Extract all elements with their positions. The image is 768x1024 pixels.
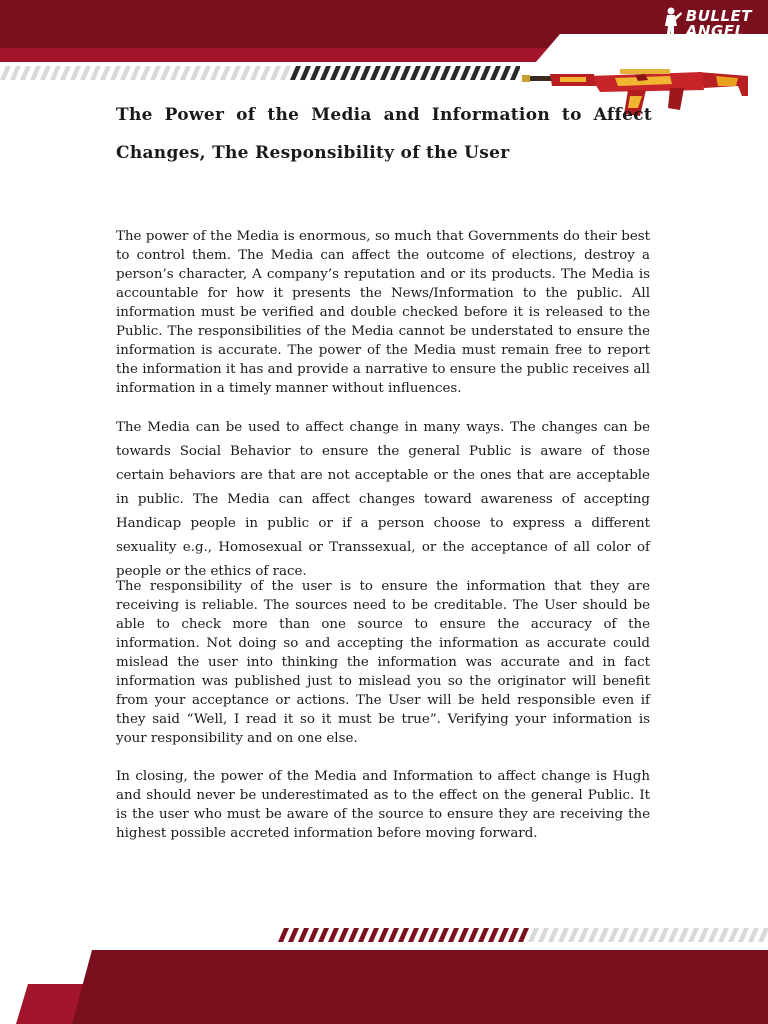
bottom-stripe-pattern bbox=[278, 928, 768, 942]
stripe bbox=[170, 66, 181, 80]
paragraph-1: The power of the Media is enormous, so much that Governments do their best to control them. The Media can affect the outcome of elections, destroy a person’s character, A company’s reputation and or its products. The Media is accountable for how it presents the News/Information to the public. All information must be verified and double checked before it is released to the Public. The responsibilities of the Media cannot be understated to ensure the information is accurate. The power of the Media must remain free to report the information it has and provide a narrative to ensure the public receives all information in a timely manner without influences. bbox=[116, 229, 650, 396]
logo-word-angel: ANGEL bbox=[685, 22, 745, 40]
stripe bbox=[120, 66, 131, 80]
stripe bbox=[160, 66, 171, 80]
stripe bbox=[110, 66, 121, 80]
stripe bbox=[300, 66, 311, 80]
stripe bbox=[578, 928, 589, 942]
stripe bbox=[468, 928, 479, 942]
stripe bbox=[440, 66, 451, 80]
stripe bbox=[348, 928, 359, 942]
stripe bbox=[538, 928, 549, 942]
stripe bbox=[250, 66, 261, 80]
stripe bbox=[528, 928, 539, 942]
stripe bbox=[390, 66, 401, 80]
stripe bbox=[100, 66, 111, 80]
stripe bbox=[448, 928, 459, 942]
stripe bbox=[418, 928, 429, 942]
stripe bbox=[728, 928, 739, 942]
stripe bbox=[200, 66, 211, 80]
stripe bbox=[130, 66, 141, 80]
stripe bbox=[240, 66, 251, 80]
stripe bbox=[400, 66, 411, 80]
stripe bbox=[510, 66, 520, 80]
stripe bbox=[430, 66, 441, 80]
stripe bbox=[30, 66, 41, 80]
stripe bbox=[70, 66, 81, 80]
stripe bbox=[308, 928, 319, 942]
stripe bbox=[608, 928, 619, 942]
document-title: The Power of the Media and Information to Affect Changes, The Responsibility of the User bbox=[116, 105, 652, 163]
stripe bbox=[280, 66, 291, 80]
stripe bbox=[450, 66, 461, 80]
stripe bbox=[368, 928, 379, 942]
stripe bbox=[410, 66, 421, 80]
stripe bbox=[380, 66, 391, 80]
stripe bbox=[678, 928, 689, 942]
paragraph-3: The responsibility of the user is to ensure the information that they are receiving is reliable. The sources need to be creditable. The User should be able to check more than one source to ensure the accuracy of the information. Not doing so and accepting the information as accurate could mislead the user into thinking the information was accurate and in fact information was published just to mislead you so the originator will benefit from your acceptance or actions. The User will be held responsible even if they said “Well, I read it so it must be true”. Verifying your information is your responsibility and on one else. bbox=[116, 579, 650, 746]
stripe bbox=[558, 928, 569, 942]
stripe bbox=[518, 928, 529, 942]
stripe bbox=[260, 66, 271, 80]
stripe bbox=[330, 66, 341, 80]
stripe bbox=[388, 928, 399, 942]
stripe bbox=[488, 928, 499, 942]
stripe bbox=[648, 928, 659, 942]
stripe bbox=[498, 928, 509, 942]
stripe bbox=[320, 66, 331, 80]
stripe bbox=[220, 66, 231, 80]
stripe bbox=[398, 928, 409, 942]
stripe bbox=[318, 928, 329, 942]
stripe bbox=[420, 66, 431, 80]
stripe bbox=[298, 928, 309, 942]
stripe bbox=[698, 928, 709, 942]
stripe bbox=[628, 928, 639, 942]
stripe bbox=[708, 928, 719, 942]
stripe bbox=[758, 928, 768, 942]
stripe bbox=[688, 928, 699, 942]
stripe bbox=[658, 928, 669, 942]
logo bbox=[660, 6, 752, 42]
stripe bbox=[150, 66, 161, 80]
stripe bbox=[190, 66, 201, 80]
stripe bbox=[328, 928, 339, 942]
stripe bbox=[230, 66, 241, 80]
stripe bbox=[668, 928, 679, 942]
stripe bbox=[210, 66, 221, 80]
stripe bbox=[338, 928, 349, 942]
stripe bbox=[738, 928, 749, 942]
stripe bbox=[438, 928, 449, 942]
stripe bbox=[288, 928, 299, 942]
stripe bbox=[360, 66, 371, 80]
stripe bbox=[480, 66, 491, 80]
stripe bbox=[140, 66, 151, 80]
stripe bbox=[0, 66, 11, 80]
stripe bbox=[270, 66, 281, 80]
footer-bar bbox=[0, 946, 768, 1024]
paragraph-2: The Media can be used to affect change in many ways. The changes can be towards Social Behavior to ensure the general Public is aware of those certain behaviors are that are not acceptable or the ones that are acceptable in public. The Media can affect changes toward awareness of accepting Handicap people in public or if a person choose to express a different sexuality e.g., Homosexual or Transsexual, or the acceptance of all color of people or the ethics of race. bbox=[116, 420, 650, 579]
stripe bbox=[408, 928, 419, 942]
stripe bbox=[638, 928, 649, 942]
stripe bbox=[40, 66, 51, 80]
stripe bbox=[340, 66, 351, 80]
stripe bbox=[80, 66, 91, 80]
stripe bbox=[310, 66, 321, 80]
header-bar bbox=[0, 0, 768, 62]
stripe bbox=[350, 66, 361, 80]
stripe bbox=[378, 928, 389, 942]
stripe bbox=[490, 66, 501, 80]
stripe bbox=[478, 928, 489, 942]
stripe bbox=[428, 928, 439, 942]
stripe bbox=[290, 66, 301, 80]
stripe bbox=[180, 66, 191, 80]
stripe bbox=[598, 928, 609, 942]
stripe bbox=[370, 66, 381, 80]
stripe bbox=[718, 928, 729, 942]
stripe bbox=[60, 66, 71, 80]
stripe bbox=[90, 66, 101, 80]
stripe bbox=[588, 928, 599, 942]
stripe bbox=[10, 66, 21, 80]
stripe bbox=[508, 928, 519, 942]
stripe bbox=[470, 66, 481, 80]
stripe bbox=[618, 928, 629, 942]
stripe bbox=[458, 928, 469, 942]
stripe bbox=[278, 928, 289, 942]
stripe bbox=[358, 928, 369, 942]
stripe bbox=[748, 928, 759, 942]
logo-word-bullet: BULLET bbox=[685, 7, 752, 25]
stripe bbox=[548, 928, 559, 942]
soldier-silhouette-icon bbox=[660, 6, 682, 42]
stripe bbox=[500, 66, 511, 80]
stripe bbox=[50, 66, 61, 80]
paragraph-4: In closing, the power of the Media and Information to affect change is Hugh and should never be underestimated as to the effect on the general Public. It is the user who must be aware of the source to ensure they are receiving the highest possible accreted information before moving forward. bbox=[116, 769, 650, 841]
stripe bbox=[568, 928, 579, 942]
stripe bbox=[20, 66, 31, 80]
top-stripe-pattern bbox=[0, 66, 520, 80]
stripe bbox=[460, 66, 471, 80]
